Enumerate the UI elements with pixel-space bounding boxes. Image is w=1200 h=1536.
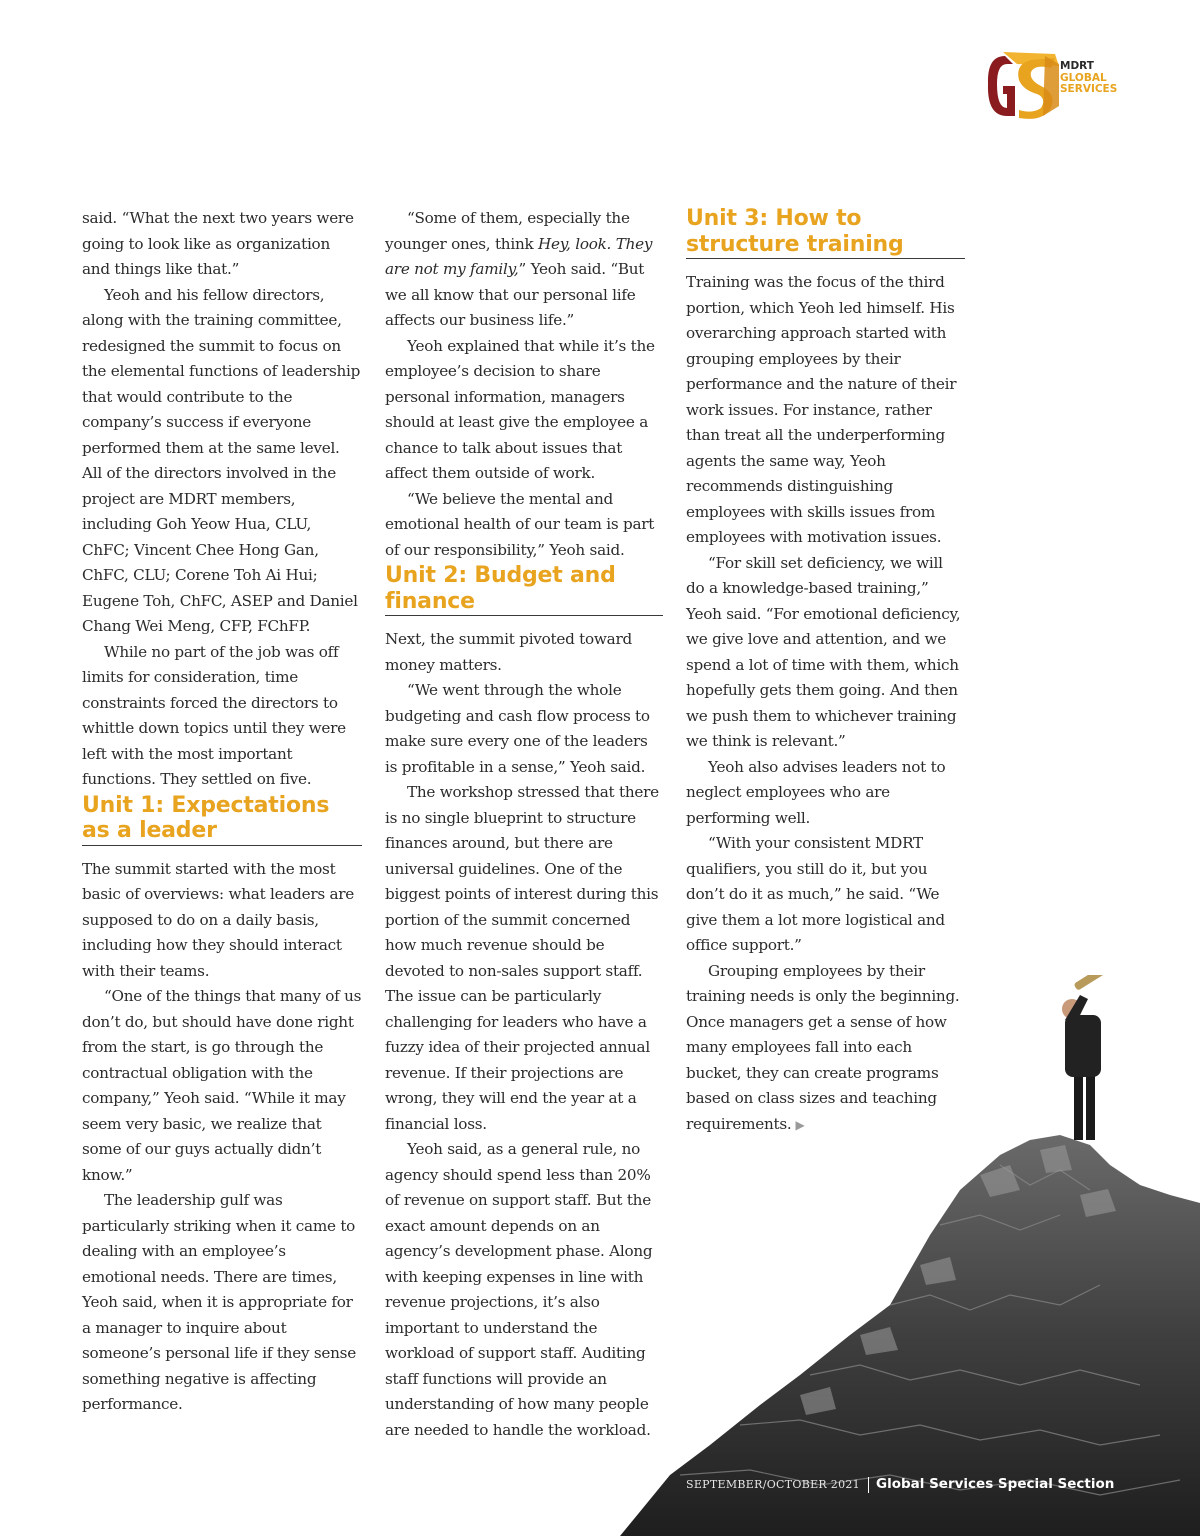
- col1-paragraph-4: The summit started with the most basic of overviews: what leaders are supposed to do on a daily basis, including how they should interact with their teams.: [82, 859, 355, 980]
- logo-line-global: GLOBAL: [1060, 71, 1107, 84]
- logo-line-services: SERVICES: [1060, 83, 1118, 95]
- col1-paragraph-3: While no part of the job was off limits for consideration, time constraints forced the directors to whittle down topics until they were left with the most important functions. They settled on five.: [82, 642, 346, 788]
- column-3: [686, 206, 965, 1138]
- col3-paragraph-1: Training was the focus of the third portion, which Yeoh led himself. His overarching approach started with grouping employees by their performance and the nature of their work issues. For instance, rather than treat all the underperforming agents the same way, Yeoh recommends distinguishing employees with skills issues from employees with motivation issues.: [686, 273, 957, 546]
- col2-paragraph-1: [385, 206, 663, 334]
- col3-p5-text: Grouping employees by their training needs is only the beginning. Once managers get a sense of how many employees fall into each bucket, they can create programs based on class sizes and teaching requirements.: [686, 961, 960, 1133]
- col2-p1-text-a: “Some of them, especially the younger ones, think: [385, 209, 630, 253]
- col3-paragraph-3: Yeoh also advises leaders not to neglect employees who are performing well.: [686, 757, 946, 827]
- issue-date: SEPTEMBER/OCTOBER 2021: [686, 1478, 860, 1491]
- col3-paragraph-5: [686, 959, 965, 1139]
- column-1: [82, 206, 362, 1418]
- unit-3-heading: Unit 3: How to structure training: [686, 206, 965, 259]
- man-with-telescope-icon: [1062, 975, 1107, 1140]
- page-footer: [686, 1476, 1114, 1493]
- unit-1-heading: Unit 1: Expectations as a leader: [82, 793, 362, 846]
- continue-arrow-icon: ▶: [795, 1117, 805, 1132]
- col2-paragraph-4: Next, the summit pivoted toward money matters.: [385, 630, 632, 674]
- section-title: Global Services Special Section: [875, 1476, 1115, 1492]
- col2-paragraph-7: Yeoh said, as a general rule, no agency should spend less than 20% of revenue on support staff. But the exact amount depends on an agency’s development phase. Along with keeping expenses in line with revenue projections, it’s also important to understand the workload of support staff. Auditing staff functions will provide an understanding of how many people are needed to handle the workload.: [385, 1140, 653, 1439]
- col2-paragraph-2: Yeoh explained that while it’s the employee’s decision to share personal information, managers should at least give the employee a chance to talk about issues that affect them outside of work.: [385, 336, 655, 482]
- unit-2-heading: Unit 2: Budget and finance: [385, 563, 663, 616]
- col2-p1-text-b: ” Yeoh said. “But we all know that our personal life affects our business life.”: [385, 260, 645, 329]
- footer-divider: [868, 1477, 869, 1493]
- col3-paragraph-4: “With your consistent MDRT qualifiers, you still do it, but you don’t do it as much,” he said. “We give them a lot more logistical and office support.”: [686, 834, 945, 954]
- logo-line-mdrt: MDRT: [1060, 60, 1094, 72]
- col2-p1-italic: Hey, look. They are not my family,: [385, 234, 653, 278]
- col2-paragraph-6: The workshop stressed that there is no single blueprint to structure finances around, but there are universal guidelines. One of the biggest points of interest during this portion of the summit concerned how much revenue should be devoted to non-sales support staff. The issue can be particularly challenging for leaders who have a fuzzy idea of their projected annual revenue. If their projections are wrong, they will end the year at a financial loss.: [385, 783, 659, 1133]
- col3-paragraph-2: “For skill set deficiency, we will do a knowledge-based training,” Yeoh said. “For emotional deficiency, we give love and attention, and we spend a lot of time with them, which hopefully gets them going. And then we push them to whichever training we think is relevant.”: [686, 553, 961, 750]
- col1-paragraph-6: The leadership gulf was particularly striking when it came to dealing with an employee’s emotional needs. There are times, Yeoh said, when it is appropriate for a manager to inquire about someone’s personal life if they sense something negative is affecting performance.: [82, 1191, 356, 1413]
- column-2: [385, 206, 663, 1443]
- col2-paragraph-3: “We believe the mental and emotional health of our team is part of our responsibility,” Yeoh said.: [385, 489, 655, 559]
- col1-paragraph-5: “One of the things that many of us don’t do, but should have done right from the start, is go through the contractual obligation with the company,” Yeoh said. “While it may seem very basic, we realize that some of our guys actually didn’t know.”: [82, 987, 362, 1184]
- col2-paragraph-5: “We went through the whole budgeting and cash flow process to make sure every one of the leaders is profitable in a sense,” Yeoh said.: [385, 681, 650, 776]
- col1-paragraph-2: Yeoh and his fellow directors, along with the training committee, redesigned the summit to focus on the elemental functions of leadership that would contribute to the company’s success if everyone performed them at the same level. All of the directors involved in the project are MDRT members, including Goh Yeow Hua, CLU, ChFC; Vincent Chee Hong Gan, ChFC, CLU; Corene Toh Ai Hui; Eugene Toh, ChFC, ASEP and Daniel Chang Wei Meng, CFP, FChFP.: [82, 285, 361, 635]
- col1-paragraph-1: said. “What the next two years were going to look like as organization and things like that.”: [82, 209, 354, 278]
